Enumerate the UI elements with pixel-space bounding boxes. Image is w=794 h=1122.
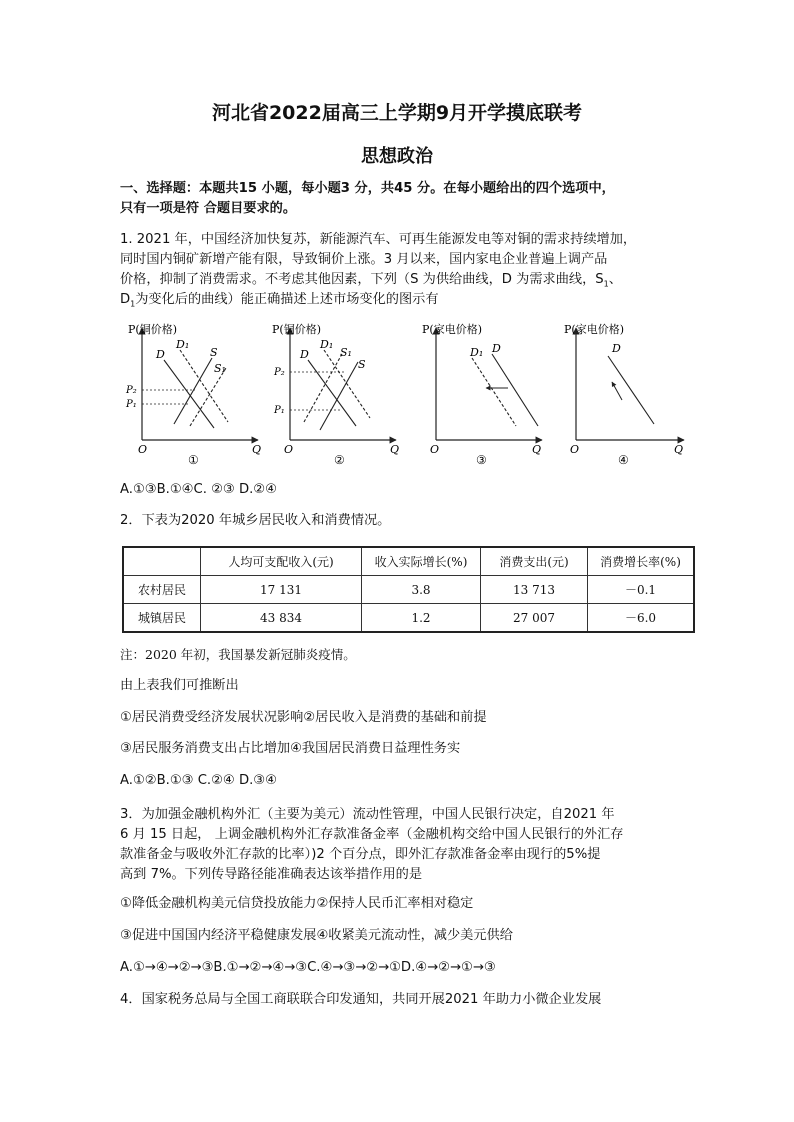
graph-4-origin: O	[570, 443, 580, 456]
table-cell: 17 131	[201, 576, 362, 604]
graph-1-curve-d	[164, 360, 214, 428]
graph-3-origin: O	[430, 443, 440, 456]
q1-line1: 1. 2021 年，中国经济加快复苏，新能源汽车、可再生能源发电等对铜的需求持续增加，	[120, 232, 637, 247]
table-header-cell	[123, 547, 201, 576]
q1-line2: 同时国内铜矿新增产能有限，导致铜价上涨。3 月以来，国内家电企业普遍上调产品	[120, 252, 608, 267]
graph-3	[422, 322, 542, 467]
graph-3-q: Q	[532, 443, 542, 456]
table-cell: 13 713	[481, 576, 588, 604]
subject-title: 思想政治	[361, 146, 433, 167]
graph-4-label-d: D	[612, 342, 621, 355]
q3-choice1: ①降低金融机构美元信贷投放能力②保持人民币汇率相对稳定	[120, 896, 474, 911]
q3-choice2: ③促进中国国内经济平稳健康发展④收紧美元流动性，减少美元供给	[120, 928, 513, 943]
q2-choice2: ③居民服务消费支出占比增加④我国居民消费日益理性务实	[120, 741, 461, 756]
table-cell: 农村居民	[123, 576, 201, 604]
graph-1-label-d: D	[156, 348, 165, 361]
graph-2-label-s: S	[358, 358, 366, 371]
graph-2-q: Q	[390, 443, 400, 456]
graph-2-number: ②	[334, 453, 345, 467]
graph-1-label-s: S	[210, 346, 218, 359]
q1-options: A.①③B.①④C. ②③ D.②④	[120, 482, 277, 497]
graph-1-ylabel: P(铜价格)	[128, 323, 177, 336]
graph-2-label-d: D	[300, 348, 309, 361]
graph-1	[125, 322, 261, 467]
table-cell: －0.1	[588, 576, 695, 604]
graph-2	[272, 322, 399, 467]
table-cell: 城镇居民	[123, 604, 201, 633]
graph-1-curve-s1	[190, 368, 226, 426]
graph-3-curve-d1	[472, 358, 516, 426]
graph-2-label-p2: P₂	[274, 367, 285, 378]
section-heading-line2: 只有一项是符 合题目要求的。	[120, 201, 297, 216]
graph-4-curve-d	[608, 356, 654, 424]
q2-stem: 2．下表为2020 年城乡居民收入和消费情况。	[120, 513, 391, 528]
graph-3-label-d1: D₁	[470, 346, 484, 359]
q1-line3: 价格，抑制了消费需求。不考虑其他因素，下列（S 为供给曲线，D 为需求曲线，$S_1$、	[120, 272, 622, 289]
q2-note: 注：2020 年初，我国暴发新冠肺炎疫情。	[120, 647, 356, 662]
graph-1-label-d1: D₁	[176, 338, 190, 351]
table-cell: 27 007	[481, 604, 588, 633]
graph-3-number: ③	[476, 453, 487, 467]
q3-line2: 6 月 15 日起， 上调金融机构外汇存款准备金率（金融机构交给中国人民银行的外汇存	[120, 827, 624, 842]
q2-choice1: ①居民消费受经济发展状况影响②居民收入是消费的基础和前提	[120, 710, 487, 725]
graph-4-shift-arrow	[612, 382, 622, 400]
graph-4-ylabel: P(家电价格)	[564, 323, 624, 336]
graph-1-origin: O	[138, 443, 148, 456]
document-title: 河北省2022届高三上学期9月开学摸底联考	[211, 102, 583, 124]
table-cell: －6.0	[588, 604, 695, 633]
table-header-cell: 消费支出(元)	[481, 547, 588, 576]
table-header-row	[123, 547, 694, 576]
q3-line4: 高到 7%。下列传导路径能准确表达该举措作用的是	[120, 867, 423, 882]
graph-1-label-p2: P₂	[126, 385, 137, 396]
graph-1-label-s1: S₁	[214, 362, 226, 375]
table-cell: 43 834	[201, 604, 362, 633]
q3-options: A.①→④→②→③B.①→②→④→③C.④→③→②→①D.④→②→①→③	[120, 960, 496, 975]
graph-2-curve-s1	[304, 354, 342, 422]
graph-4-number: ④	[618, 453, 629, 467]
table-header-cell: 收入实际增长(%)	[362, 547, 481, 576]
table-cell: 1.2	[362, 604, 481, 633]
graph-2-label-d1: D₁	[320, 338, 334, 351]
q4-line1: 4．国家税务总局与全国工商联联合印发通知，共同开展2021 年助力小微企业发展	[120, 992, 602, 1007]
graph-1-q: Q	[252, 443, 262, 456]
graph-1-label-p1: P₁	[126, 399, 137, 410]
graph-1-number: ①	[188, 453, 199, 467]
q2-infer: 由上表我们可推断出	[120, 678, 239, 693]
graph-4	[564, 322, 684, 467]
table-row	[123, 604, 694, 633]
table-header-cell: 人均可支配收入(元)	[201, 547, 362, 576]
table-header-cell: 消费增长率(%)	[588, 547, 695, 576]
graph-2-label-p1: P₁	[274, 405, 285, 416]
graph-2-label-s1: S₁	[340, 346, 352, 359]
table-cell: 3.8	[362, 576, 481, 604]
graph-3-label-d: D	[492, 342, 501, 355]
q2-table	[122, 546, 695, 633]
graph-3-curve-d	[492, 354, 538, 426]
graph-2-ylabel: P(铜价格)	[272, 323, 321, 336]
q1-line4: $D_1$为变化后的曲线）能正确描述上述市场变化的图示有	[120, 292, 439, 309]
table-row	[123, 576, 694, 604]
q3-line1: 3．为加强金融机构外汇（主要为美元）流动性管理，中国人民银行决定，自2021 年	[120, 807, 615, 822]
graph-4-q: Q	[674, 443, 684, 456]
q1-graphs	[118, 318, 698, 468]
graph-1-curve-s	[174, 358, 212, 424]
graph-2-curve-d	[308, 360, 356, 426]
q3-line3: 款准备金与吸收外汇存款的比率）)2 个百分点，即外汇存款准备金率由现行的5%提	[120, 847, 601, 862]
graph-1-curve-d1	[180, 350, 228, 422]
section-heading-line1: 一、选择题：本题共15 小题，每小题3 分，共45 分。在每小题给出的四个选项中，	[120, 181, 615, 196]
graph-2-origin: O	[284, 443, 294, 456]
graph-3-ylabel: P(家电价格)	[422, 323, 482, 336]
q2-options: A.①②B.①③ C.②④ D.③④	[120, 773, 277, 788]
